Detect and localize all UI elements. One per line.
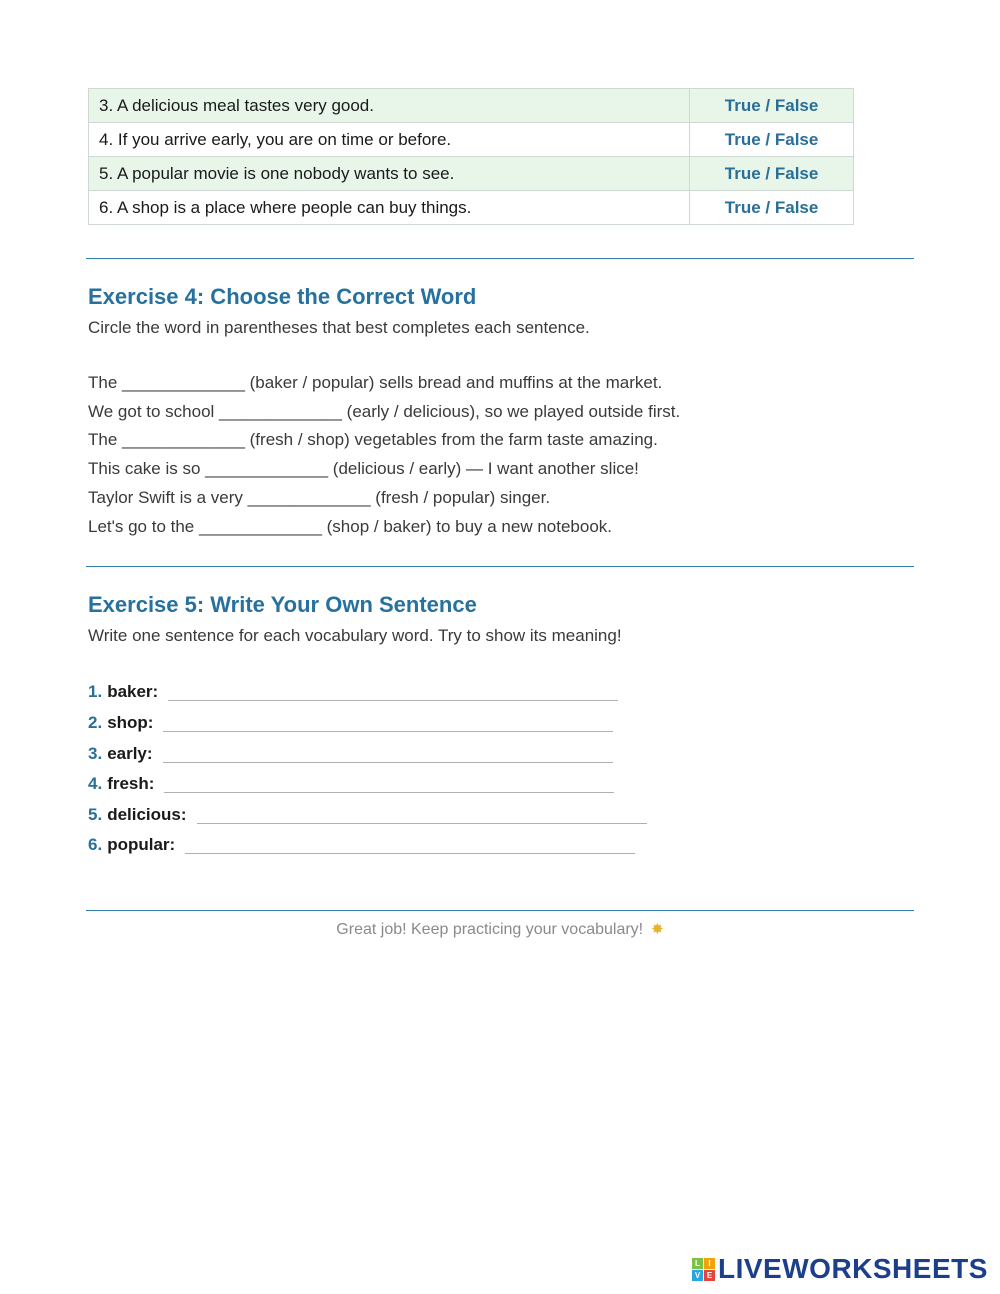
table-row	[89, 157, 854, 191]
logo-mark-icon	[692, 1258, 715, 1281]
item-number: 1.	[88, 682, 103, 701]
logo-letter: L	[692, 1258, 703, 1269]
exercise5-instructions: Write one sentence for each vocabulary word. Try to show its meaning!	[88, 626, 622, 645]
write-line	[88, 805, 647, 825]
section-divider	[86, 566, 914, 567]
answer-line-input[interactable]	[163, 730, 613, 732]
item-number: 3.	[88, 744, 103, 763]
true-false-table	[88, 88, 854, 225]
item-number: 5.	[88, 805, 103, 824]
table-row	[89, 123, 854, 157]
logo-letter: I	[704, 1258, 715, 1269]
true-false-choice[interactable]: True / False	[690, 123, 854, 157]
vocab-word: fresh:	[107, 774, 155, 793]
true-false-choice[interactable]: True / False	[690, 191, 854, 225]
exercise4-title: Exercise 4: Choose the Correct Word	[88, 284, 477, 309]
item-number: 6.	[88, 835, 103, 854]
liveworksheets-logo[interactable]	[692, 1254, 988, 1284]
write-line	[88, 744, 613, 764]
vocab-word: early:	[107, 744, 153, 763]
answer-line-input[interactable]	[185, 852, 635, 854]
star-icon: ✸	[651, 921, 664, 938]
table-row	[89, 191, 854, 225]
vocab-word: shop:	[107, 713, 154, 732]
logo-letter: V	[692, 1270, 703, 1281]
footer-message	[0, 920, 1000, 939]
exercise4-sentence[interactable]: Let's go to the _____________ (shop / baker) to buy a new notebook.	[88, 517, 613, 536]
statement-cell: 5. A popular movie is one nobody wants to see.	[89, 157, 690, 191]
write-line	[88, 774, 614, 794]
write-line	[88, 835, 635, 855]
vocab-word: popular:	[107, 835, 176, 854]
footer-text: Great job! Keep practicing your vocabulary!	[336, 921, 644, 938]
answer-line-input[interactable]	[197, 822, 647, 824]
write-line	[88, 682, 618, 702]
answer-line-input[interactable]	[164, 791, 614, 793]
statement-cell: 6. A shop is a place where people can buy things.	[89, 191, 690, 225]
vocab-word: baker:	[107, 682, 159, 701]
true-false-choice[interactable]: True / False	[690, 89, 854, 123]
exercise4-sentence[interactable]: This cake is so _____________ (delicious / early) — I want another slice!	[88, 459, 639, 478]
item-number: 4.	[88, 774, 103, 793]
true-false-choice[interactable]: True / False	[690, 157, 854, 191]
table-row	[89, 89, 854, 123]
statement-cell: 4. If you arrive early, you are on time or before.	[89, 123, 690, 157]
item-number: 2.	[88, 713, 103, 732]
section-divider	[86, 258, 914, 259]
exercise4-sentence[interactable]: The _____________ (baker / popular) sells bread and muffins at the market.	[88, 373, 663, 392]
logo-letter: E	[704, 1270, 715, 1281]
exercise4-sentence[interactable]: We got to school _____________ (early / delicious), so we played outside first.	[88, 402, 681, 421]
answer-line-input[interactable]	[168, 699, 618, 701]
exercise4-sentence[interactable]: Taylor Swift is a very _____________ (fresh / popular) singer.	[88, 488, 551, 507]
logo-text: LIVEWORKSHEETS	[718, 1253, 988, 1284]
answer-line-input[interactable]	[163, 761, 613, 763]
statement-cell: 3. A delicious meal tastes very good.	[89, 89, 690, 123]
write-line	[88, 713, 613, 733]
vocab-word: delicious:	[107, 805, 187, 824]
exercise4-sentence[interactable]: The _____________ (fresh / shop) vegetables from the farm taste amazing.	[88, 430, 658, 449]
exercise4-instructions: Circle the word in parentheses that best completes each sentence.	[88, 318, 590, 337]
footer-divider	[86, 910, 914, 911]
exercise5-title: Exercise 5: Write Your Own Sentence	[88, 592, 477, 617]
